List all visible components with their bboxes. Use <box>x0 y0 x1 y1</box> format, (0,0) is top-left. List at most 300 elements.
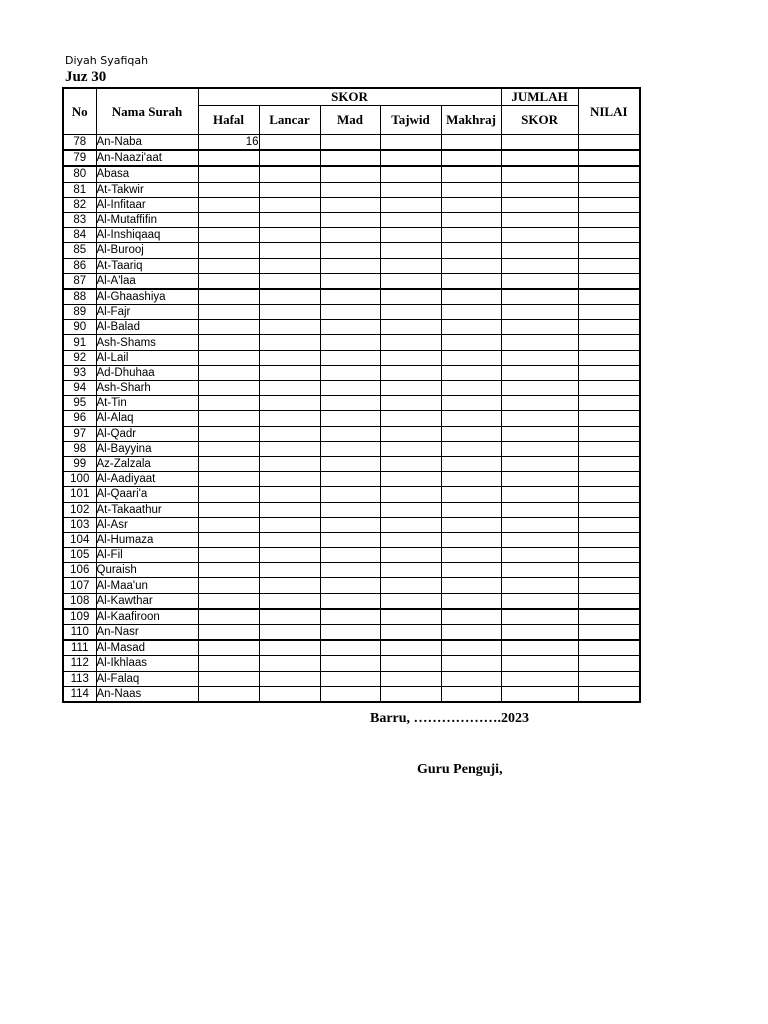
cell-jumlah-skor[interactable] <box>501 396 578 411</box>
cell-lancar[interactable] <box>259 335 320 350</box>
cell-tajwid[interactable] <box>380 289 441 305</box>
row-no: 104 <box>63 532 96 547</box>
cell-jumlah-skor[interactable] <box>501 381 578 396</box>
cell-tajwid[interactable] <box>380 563 441 578</box>
cell-makhraj[interactable] <box>441 197 501 212</box>
cell-tajwid[interactable] <box>380 656 441 671</box>
cell-hafal[interactable] <box>198 212 259 227</box>
cell-lancar[interactable] <box>259 656 320 671</box>
cell-nilai[interactable] <box>578 228 640 243</box>
cell-mad[interactable] <box>320 686 380 702</box>
cell-mad[interactable] <box>320 305 380 320</box>
cell-makhraj[interactable] <box>441 656 501 671</box>
cell-hafal[interactable] <box>198 396 259 411</box>
cell-makhraj[interactable] <box>441 166 501 182</box>
cell-hafal[interactable] <box>198 289 259 305</box>
cell-lancar[interactable] <box>259 396 320 411</box>
cell-mad[interactable] <box>320 365 380 380</box>
cell-tajwid[interactable] <box>380 396 441 411</box>
cell-nilai[interactable] <box>578 487 640 502</box>
cell-nilai[interactable] <box>578 532 640 547</box>
cell-jumlah-skor[interactable] <box>501 686 578 702</box>
cell-makhraj[interactable] <box>441 640 501 656</box>
cell-hafal[interactable] <box>198 350 259 365</box>
cell-lancar[interactable] <box>259 441 320 456</box>
cell-lancar[interactable] <box>259 228 320 243</box>
cell-jumlah-skor[interactable] <box>501 593 578 609</box>
cell-makhraj[interactable] <box>441 578 501 593</box>
cell-nilai[interactable] <box>578 166 640 182</box>
cell-mad[interactable] <box>320 472 380 487</box>
cell-nilai[interactable] <box>578 578 640 593</box>
cell-tajwid[interactable] <box>380 671 441 686</box>
cell-lancar[interactable] <box>259 197 320 212</box>
row-surah: At-Takaathur <box>96 502 198 517</box>
cell-nilai[interactable] <box>578 365 640 380</box>
cell-makhraj[interactable] <box>441 456 501 471</box>
cell-hafal[interactable] <box>198 426 259 441</box>
row-surah: Quraish <box>96 563 198 578</box>
cell-jumlah-skor[interactable] <box>501 150 578 166</box>
cell-hafal[interactable] <box>198 671 259 686</box>
cell-tajwid[interactable] <box>380 197 441 212</box>
cell-hafal[interactable] <box>198 502 259 517</box>
cell-lancar[interactable] <box>259 350 320 365</box>
cell-hafal[interactable] <box>198 532 259 547</box>
cell-nilai[interactable] <box>578 502 640 517</box>
cell-mad[interactable] <box>320 320 380 335</box>
cell-nilai[interactable] <box>578 350 640 365</box>
cell-makhraj[interactable] <box>441 228 501 243</box>
cell-makhraj[interactable] <box>441 320 501 335</box>
row-surah: Al-Bayyina <box>96 441 198 456</box>
cell-nilai[interactable] <box>578 182 640 197</box>
cell-lancar[interactable] <box>259 578 320 593</box>
cell-makhraj[interactable] <box>441 487 501 502</box>
table-row <box>63 563 640 578</box>
cell-makhraj[interactable] <box>441 150 501 166</box>
cell-hafal[interactable] <box>198 365 259 380</box>
cell-hafal[interactable] <box>198 273 259 289</box>
cell-nilai[interactable] <box>578 656 640 671</box>
cell-lancar[interactable] <box>259 456 320 471</box>
cell-hafal[interactable] <box>198 381 259 396</box>
cell-tajwid[interactable] <box>380 166 441 182</box>
cell-hafal[interactable] <box>198 578 259 593</box>
cell-jumlah-skor[interactable] <box>501 487 578 502</box>
cell-makhraj[interactable] <box>441 350 501 365</box>
header-jumlah-line1: JUMLAH <box>501 88 578 106</box>
cell-jumlah-skor[interactable] <box>501 625 578 641</box>
cell-mad[interactable] <box>320 289 380 305</box>
cell-makhraj[interactable] <box>441 305 501 320</box>
cell-jumlah-skor[interactable] <box>501 166 578 182</box>
cell-mad[interactable] <box>320 273 380 289</box>
cell-mad[interactable] <box>320 212 380 227</box>
cell-lancar[interactable] <box>259 289 320 305</box>
cell-lancar[interactable] <box>259 472 320 487</box>
cell-tajwid[interactable] <box>380 273 441 289</box>
cell-jumlah-skor[interactable] <box>501 305 578 320</box>
cell-makhraj[interactable] <box>441 243 501 258</box>
cell-tajwid[interactable] <box>380 593 441 609</box>
cell-nilai[interactable] <box>578 426 640 441</box>
cell-lancar[interactable] <box>259 532 320 547</box>
cell-jumlah-skor[interactable] <box>501 578 578 593</box>
cell-hafal[interactable] <box>198 228 259 243</box>
cell-mad[interactable] <box>320 671 380 686</box>
cell-jumlah-skor[interactable] <box>501 411 578 426</box>
row-surah: Al-Masad <box>96 640 198 656</box>
cell-tajwid[interactable] <box>380 320 441 335</box>
row-no: 91 <box>63 335 96 350</box>
cell-tajwid[interactable] <box>380 150 441 166</box>
cell-jumlah-skor[interactable] <box>501 671 578 686</box>
cell-nilai[interactable] <box>578 197 640 212</box>
row-surah: An-Naba <box>96 135 198 151</box>
cell-mad[interactable] <box>320 456 380 471</box>
cell-tajwid[interactable] <box>380 243 441 258</box>
cell-jumlah-skor[interactable] <box>501 243 578 258</box>
cell-tajwid[interactable] <box>380 625 441 641</box>
cell-mad[interactable] <box>320 258 380 273</box>
table-row <box>63 381 640 396</box>
cell-nilai[interactable] <box>578 258 640 273</box>
cell-nilai[interactable] <box>578 396 640 411</box>
cell-makhraj[interactable] <box>441 517 501 532</box>
cell-tajwid[interactable] <box>380 441 441 456</box>
cell-mad[interactable] <box>320 182 380 197</box>
cell-makhraj[interactable] <box>441 396 501 411</box>
cell-tajwid[interactable] <box>380 487 441 502</box>
row-no: 95 <box>63 396 96 411</box>
cell-lancar[interactable] <box>259 150 320 166</box>
cell-tajwid[interactable] <box>380 335 441 350</box>
cell-makhraj[interactable] <box>441 381 501 396</box>
cell-nilai[interactable] <box>578 411 640 426</box>
cell-jumlah-skor[interactable] <box>501 640 578 656</box>
row-no: 79 <box>63 150 96 166</box>
cell-jumlah-skor[interactable] <box>501 197 578 212</box>
cell-nilai[interactable] <box>578 320 640 335</box>
cell-lancar[interactable] <box>259 502 320 517</box>
cell-nilai[interactable] <box>578 273 640 289</box>
cell-makhraj[interactable] <box>441 502 501 517</box>
cell-nilai[interactable] <box>578 305 640 320</box>
cell-mad[interactable] <box>320 426 380 441</box>
cell-makhraj[interactable] <box>441 273 501 289</box>
cell-makhraj[interactable] <box>441 182 501 197</box>
cell-jumlah-skor[interactable] <box>501 182 578 197</box>
cell-tajwid[interactable] <box>380 686 441 702</box>
cell-jumlah-skor[interactable] <box>501 563 578 578</box>
cell-mad[interactable] <box>320 381 380 396</box>
cell-lancar[interactable] <box>259 320 320 335</box>
cell-makhraj[interactable] <box>441 411 501 426</box>
cell-tajwid[interactable] <box>380 502 441 517</box>
cell-mad[interactable] <box>320 487 380 502</box>
table-row <box>63 182 640 197</box>
cell-lancar[interactable] <box>259 563 320 578</box>
cell-makhraj[interactable] <box>441 625 501 641</box>
cell-makhraj[interactable] <box>441 258 501 273</box>
cell-hafal[interactable] <box>198 258 259 273</box>
cell-tajwid[interactable] <box>380 426 441 441</box>
cell-nilai[interactable] <box>578 625 640 641</box>
cell-makhraj[interactable] <box>441 548 501 563</box>
cell-nilai[interactable] <box>578 243 640 258</box>
row-surah: Al-Balad <box>96 320 198 335</box>
row-surah: Az-Zalzala <box>96 456 198 471</box>
cell-lancar[interactable] <box>259 625 320 641</box>
table-row <box>63 320 640 335</box>
cell-tajwid[interactable] <box>380 305 441 320</box>
cell-jumlah-skor[interactable] <box>501 517 578 532</box>
cell-lancar[interactable] <box>259 609 320 625</box>
cell-hafal[interactable] <box>198 656 259 671</box>
cell-jumlah-skor[interactable] <box>501 656 578 671</box>
cell-nilai[interactable] <box>578 472 640 487</box>
cell-hafal[interactable] <box>198 182 259 197</box>
cell-nilai[interactable] <box>578 640 640 656</box>
cell-makhraj[interactable] <box>441 426 501 441</box>
cell-tajwid[interactable] <box>380 228 441 243</box>
cell-mad[interactable] <box>320 548 380 563</box>
cell-nilai[interactable] <box>578 212 640 227</box>
row-surah: Al-Fajr <box>96 305 198 320</box>
cell-tajwid[interactable] <box>380 381 441 396</box>
cell-lancar[interactable] <box>259 182 320 197</box>
cell-lancar[interactable] <box>259 426 320 441</box>
cell-mad[interactable] <box>320 411 380 426</box>
row-surah: Al-Mutaffifin <box>96 212 198 227</box>
cell-hafal[interactable] <box>198 563 259 578</box>
cell-jumlah-skor[interactable] <box>501 548 578 563</box>
cell-nilai[interactable] <box>578 548 640 563</box>
cell-mad[interactable] <box>320 578 380 593</box>
row-no: 101 <box>63 487 96 502</box>
cell-tajwid[interactable] <box>380 532 441 547</box>
cell-jumlah-skor[interactable] <box>501 441 578 456</box>
cell-jumlah-skor[interactable] <box>501 289 578 305</box>
cell-lancar[interactable] <box>259 135 320 151</box>
cell-tajwid[interactable] <box>380 578 441 593</box>
cell-mad[interactable] <box>320 396 380 411</box>
cell-hafal[interactable] <box>198 593 259 609</box>
cell-tajwid[interactable] <box>380 365 441 380</box>
cell-mad[interactable] <box>320 135 380 151</box>
cell-nilai[interactable] <box>578 593 640 609</box>
cell-lancar[interactable] <box>259 381 320 396</box>
cell-nilai[interactable] <box>578 563 640 578</box>
row-no: 112 <box>63 656 96 671</box>
cell-makhraj[interactable] <box>441 289 501 305</box>
cell-tajwid[interactable] <box>380 517 441 532</box>
cell-hafal[interactable] <box>198 197 259 212</box>
cell-tajwid[interactable] <box>380 350 441 365</box>
cell-hafal[interactable] <box>198 640 259 656</box>
cell-lancar[interactable] <box>259 517 320 532</box>
cell-nilai[interactable] <box>578 135 640 151</box>
header-no: No <box>63 88 96 135</box>
cell-mad[interactable] <box>320 640 380 656</box>
cell-lancar[interactable] <box>259 305 320 320</box>
cell-makhraj[interactable] <box>441 686 501 702</box>
cell-makhraj[interactable] <box>441 212 501 227</box>
cell-hafal[interactable] <box>198 411 259 426</box>
cell-makhraj[interactable] <box>441 135 501 151</box>
cell-lancar[interactable] <box>259 671 320 686</box>
cell-hafal[interactable] <box>198 686 259 702</box>
cell-mad[interactable] <box>320 441 380 456</box>
cell-mad[interactable] <box>320 150 380 166</box>
cell-hafal[interactable] <box>198 150 259 166</box>
cell-tajwid[interactable] <box>380 640 441 656</box>
cell-lancar[interactable] <box>259 212 320 227</box>
row-no: 114 <box>63 686 96 702</box>
cell-tajwid[interactable] <box>380 212 441 227</box>
cell-nilai[interactable] <box>578 150 640 166</box>
row-no: 105 <box>63 548 96 563</box>
cell-lancar[interactable] <box>259 686 320 702</box>
cell-jumlah-skor[interactable] <box>501 365 578 380</box>
table-row <box>63 150 640 166</box>
header-lancar: Lancar <box>259 106 320 135</box>
cell-jumlah-skor[interactable] <box>501 335 578 350</box>
cell-nilai[interactable] <box>578 609 640 625</box>
cell-lancar[interactable] <box>259 640 320 656</box>
cell-mad[interactable] <box>320 350 380 365</box>
cell-mad[interactable] <box>320 517 380 532</box>
cell-hafal[interactable] <box>198 625 259 641</box>
cell-hafal[interactable] <box>198 609 259 625</box>
cell-hafal[interactable] <box>198 243 259 258</box>
row-no: 111 <box>63 640 96 656</box>
cell-mad[interactable] <box>320 197 380 212</box>
row-surah: At-Tin <box>96 396 198 411</box>
cell-hafal[interactable] <box>198 456 259 471</box>
cell-nilai[interactable] <box>578 686 640 702</box>
cell-makhraj[interactable] <box>441 563 501 578</box>
cell-nilai[interactable] <box>578 456 640 471</box>
cell-tajwid[interactable] <box>380 182 441 197</box>
cell-lancar[interactable] <box>259 411 320 426</box>
row-surah: Al-Qadr <box>96 426 198 441</box>
cell-nilai[interactable] <box>578 289 640 305</box>
cell-tajwid[interactable] <box>380 548 441 563</box>
cell-jumlah-skor[interactable] <box>501 228 578 243</box>
table-row <box>63 228 640 243</box>
cell-lancar[interactable] <box>259 593 320 609</box>
cell-hafal[interactable] <box>198 441 259 456</box>
row-surah: Al-Burooj <box>96 243 198 258</box>
cell-hafal[interactable] <box>198 548 259 563</box>
cell-makhraj[interactable] <box>441 365 501 380</box>
cell-hafal[interactable] <box>198 166 259 182</box>
row-surah: Al-Fil <box>96 548 198 563</box>
cell-nilai[interactable] <box>578 335 640 350</box>
cell-mad[interactable] <box>320 335 380 350</box>
cell-mad[interactable] <box>320 625 380 641</box>
cell-hafal[interactable] <box>198 472 259 487</box>
row-no: 93 <box>63 365 96 380</box>
row-no: 92 <box>63 350 96 365</box>
cell-hafal[interactable] <box>198 517 259 532</box>
cell-mad[interactable] <box>320 243 380 258</box>
cell-hafal[interactable] <box>198 305 259 320</box>
cell-jumlah-skor[interactable] <box>501 472 578 487</box>
cell-makhraj[interactable] <box>441 532 501 547</box>
cell-nilai[interactable] <box>578 381 640 396</box>
cell-jumlah-skor[interactable] <box>501 532 578 547</box>
cell-mad[interactable] <box>320 166 380 182</box>
cell-tajwid[interactable] <box>380 609 441 625</box>
cell-jumlah-skor[interactable] <box>501 135 578 151</box>
cell-mad[interactable] <box>320 502 380 517</box>
cell-tajwid[interactable] <box>380 411 441 426</box>
row-no: 110 <box>63 625 96 641</box>
place-date: Barru, ……………….2023 <box>370 711 530 726</box>
cell-tajwid[interactable] <box>380 258 441 273</box>
cell-nilai[interactable] <box>578 441 640 456</box>
cell-mad[interactable] <box>320 532 380 547</box>
cell-mad[interactable] <box>320 609 380 625</box>
cell-jumlah-skor[interactable] <box>501 320 578 335</box>
cell-jumlah-skor[interactable] <box>501 258 578 273</box>
cell-makhraj[interactable] <box>441 609 501 625</box>
cell-tajwid[interactable] <box>380 472 441 487</box>
cell-mad[interactable] <box>320 563 380 578</box>
cell-jumlah-skor[interactable] <box>501 426 578 441</box>
cell-makhraj[interactable] <box>441 335 501 350</box>
cell-lancar[interactable] <box>259 548 320 563</box>
student-name: Diyah Syafiqah <box>65 54 149 67</box>
cell-lancar[interactable] <box>259 258 320 273</box>
row-surah: Al-Ghaashiya <box>96 289 198 305</box>
cell-jumlah-skor[interactable] <box>501 273 578 289</box>
table-row <box>63 289 640 305</box>
cell-jumlah-skor[interactable] <box>501 609 578 625</box>
cell-makhraj[interactable] <box>441 593 501 609</box>
table-row <box>63 502 640 517</box>
cell-hafal[interactable] <box>198 487 259 502</box>
cell-tajwid[interactable] <box>380 135 441 151</box>
cell-lancar[interactable] <box>259 166 320 182</box>
cell-lancar[interactable] <box>259 273 320 289</box>
cell-jumlah-skor[interactable] <box>501 212 578 227</box>
cell-mad[interactable] <box>320 228 380 243</box>
cell-nilai[interactable] <box>578 517 640 532</box>
row-surah: Al-Alaq <box>96 411 198 426</box>
cell-hafal[interactable]: 16 <box>198 135 259 151</box>
cell-lancar[interactable] <box>259 243 320 258</box>
cell-tajwid[interactable] <box>380 456 441 471</box>
cell-mad[interactable] <box>320 656 380 671</box>
cell-lancar[interactable] <box>259 365 320 380</box>
cell-jumlah-skor[interactable] <box>501 502 578 517</box>
cell-hafal[interactable] <box>198 335 259 350</box>
cell-mad[interactable] <box>320 593 380 609</box>
cell-jumlah-skor[interactable] <box>501 350 578 365</box>
cell-makhraj[interactable] <box>441 441 501 456</box>
cell-hafal[interactable] <box>198 320 259 335</box>
row-no: 78 <box>63 135 96 151</box>
cell-makhraj[interactable] <box>441 472 501 487</box>
cell-lancar[interactable] <box>259 487 320 502</box>
cell-jumlah-skor[interactable] <box>501 456 578 471</box>
cell-makhraj[interactable] <box>441 671 501 686</box>
cell-nilai[interactable] <box>578 671 640 686</box>
